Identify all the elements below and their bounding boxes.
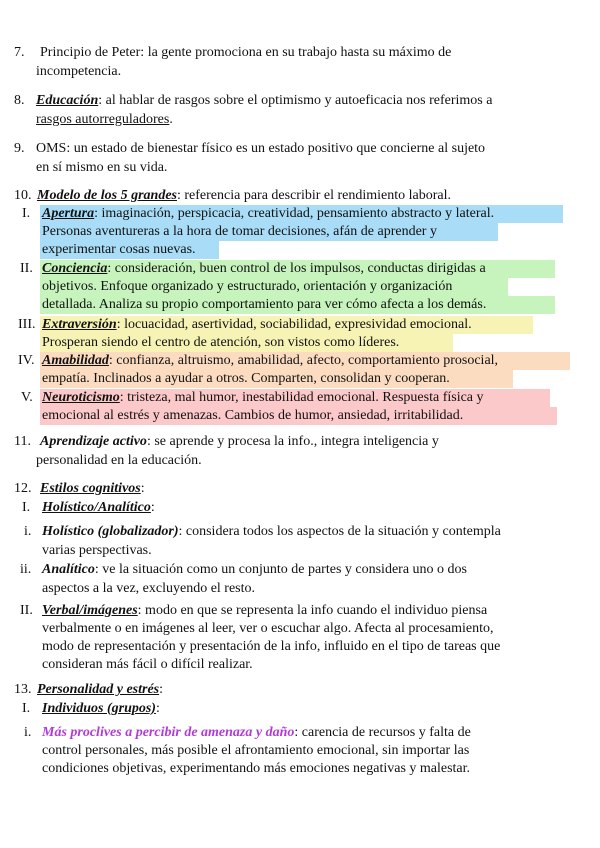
item-text-line: consideran más fácil o difícil realizar.: [42, 657, 253, 672]
item-text-line: control personales, más posible el afrontamiento emocional, sin importar las: [42, 743, 470, 758]
item-text-line: empatía. Inclinados a ayudar a otros. Comparten, consolidan y cooperan.: [42, 371, 450, 386]
item-text: : considera todos los aspectos de la situación y contempla: [178, 524, 501, 539]
item-text-line: Principio de Peter: la gente promociona en su trabajo hasta su máximo de: [40, 45, 452, 60]
item-text-line: [42, 523, 501, 541]
term-extraversion: Extraversión: [42, 317, 117, 332]
item-number: 12.: [14, 481, 32, 496]
item-text-line: varias perspectivas.: [42, 543, 152, 558]
item-text-line: personalidad en la educación.: [36, 453, 202, 468]
item-text-line: [42, 316, 472, 334]
item-text: : imaginación, perspicacia, creatividad, pensamiento abstracto y lateral.: [94, 206, 495, 221]
item-text: : referencia para describir el rendimiento laboral.: [177, 188, 452, 203]
subsubitem-number: ii.: [20, 562, 32, 577]
item-text-line: [42, 352, 498, 370]
item-text-line: condiciones objetivas, experimentando más emociones negativas y malestar.: [42, 761, 471, 776]
item-text: :: [140, 481, 145, 496]
term-aprendizaje-activo: Aprendizaje activo: [40, 434, 147, 449]
item-number: 8.: [14, 93, 25, 108]
term-verbal-imagenes: Verbal/imágenes: [42, 603, 138, 618]
term-amabilidad: Amabilidad: [42, 353, 109, 368]
item-text: : tristeza, mal humor, inestabilidad emocional. Respuesta física y: [119, 390, 484, 405]
item-text-line: experimentar cosas nuevas.: [42, 242, 196, 257]
item-text: : ve la situación como un conjunto de partes y considera uno o dos: [94, 562, 467, 577]
item-text-line: [37, 187, 451, 205]
item-text: .: [169, 112, 173, 127]
term-estilos-cognitivos: Estilos cognitivos: [40, 481, 141, 496]
item-text: :: [159, 682, 163, 697]
subsubitem-number: i.: [24, 725, 32, 740]
term-analitico: Analítico: [42, 562, 95, 577]
subitem-number: III.: [18, 317, 36, 332]
term-individuos-grupos: Individuos (grupos): [42, 701, 156, 716]
item-number: 13.: [14, 682, 32, 697]
term-personalidad-estres: Personalidad y estrés: [37, 682, 160, 697]
item-text: :: [155, 701, 160, 716]
item-text-line: Personas aventureras a la hora de tomar decisiones, afán de aprender y: [42, 224, 437, 239]
item-text-line: [42, 205, 494, 223]
term-holistico-analitico: Holístico/Analítico: [42, 500, 151, 515]
item-text-line: [40, 433, 439, 451]
item-text-line: emocional al estrés y amenazas. Cambios de humor, ansiedad, irritabilidad.: [42, 408, 464, 423]
item-text-line: modo de representación y presentación de la info, influido en el tipo de tareas que: [42, 639, 501, 654]
item-text-line: aspectos a la vez, excluyendo el resto.: [42, 581, 256, 596]
term-holistico: Holístico (globalizador): [42, 524, 179, 539]
subitem-number: I.: [22, 500, 31, 515]
item-text: :: [150, 500, 155, 515]
item-text: : locuacidad, asertividad, sociabilidad, expresividad emocional.: [116, 317, 472, 332]
item-text: : al hablar de rasgos sobre el optimismo y autoeficacia nos referimos a: [98, 93, 493, 108]
item-text-line: [42, 700, 160, 718]
item-text-line: [42, 260, 486, 278]
item-number: 10.: [14, 188, 32, 203]
item-text-line: [42, 561, 467, 579]
underlined-text: rasgos autorreguladores: [36, 112, 170, 127]
item-text-line: objetivos. Enfoque organizado y estructurado, orientación y organización: [42, 279, 453, 294]
term-neuroticismo: Neuroticismo: [42, 390, 120, 405]
item-text-line: [42, 602, 487, 620]
item-text-line: [42, 724, 471, 742]
item-text-line: verbalmente o en imágenes al leer, ver o escuchar algo. Afecta al procesamiento,: [42, 621, 494, 636]
subitem-number: I.: [22, 206, 31, 221]
item-text-line: Prosperan siendo el centro de atención, son vistos como líderes.: [42, 335, 400, 350]
item-number: 7.: [14, 45, 25, 60]
item-text: : confianza, altruismo, amabilidad, afecto, comportamiento prosocial,: [108, 353, 499, 368]
term-apertura: Apertura: [42, 206, 95, 221]
subitem-number: I.: [22, 701, 31, 716]
subitem-number: II.: [20, 261, 33, 276]
item-text-line: [40, 480, 145, 498]
term-mas-proclives: Más proclives a percibir de amenaza y daño: [42, 725, 295, 740]
item-text-line: [42, 389, 484, 407]
subitem-number: II.: [20, 603, 33, 618]
item-text: : modo en que se representa la info cuando el individuo piensa: [137, 603, 488, 618]
item-number: 11.: [14, 434, 31, 449]
subsubitem-number: i.: [24, 524, 32, 539]
term-educacion: Educación: [36, 93, 99, 108]
item-text-line: [36, 111, 173, 129]
item-text-line: [36, 92, 492, 110]
subitem-number: IV.: [18, 353, 35, 368]
item-text-line: [37, 681, 163, 699]
item-text: : carencia de recursos y falta de: [294, 725, 471, 740]
item-text-line: OMS: un estado de bienestar físico es un estado positivo que concierne al sujeto: [36, 141, 486, 156]
item-text-line: [42, 499, 155, 517]
item-text: : consideración, buen control de los impulsos, conductas dirigidas a: [107, 261, 486, 276]
item-number: 9.: [14, 141, 25, 156]
item-text-line: detallada. Analiza su propio comportamiento para ver cómo afecta a los demás.: [42, 297, 487, 312]
subitem-number: V.: [21, 390, 33, 405]
term-modelo-5-grandes: Modelo de los 5 grandes: [37, 188, 177, 203]
item-text: : se aprende y procesa la info., integra inteligencia y: [146, 434, 439, 449]
item-text-line: incompetencia.: [36, 64, 122, 79]
term-conciencia: Conciencia: [42, 261, 108, 276]
item-text-line: en sí mismo en su vida.: [36, 160, 168, 175]
